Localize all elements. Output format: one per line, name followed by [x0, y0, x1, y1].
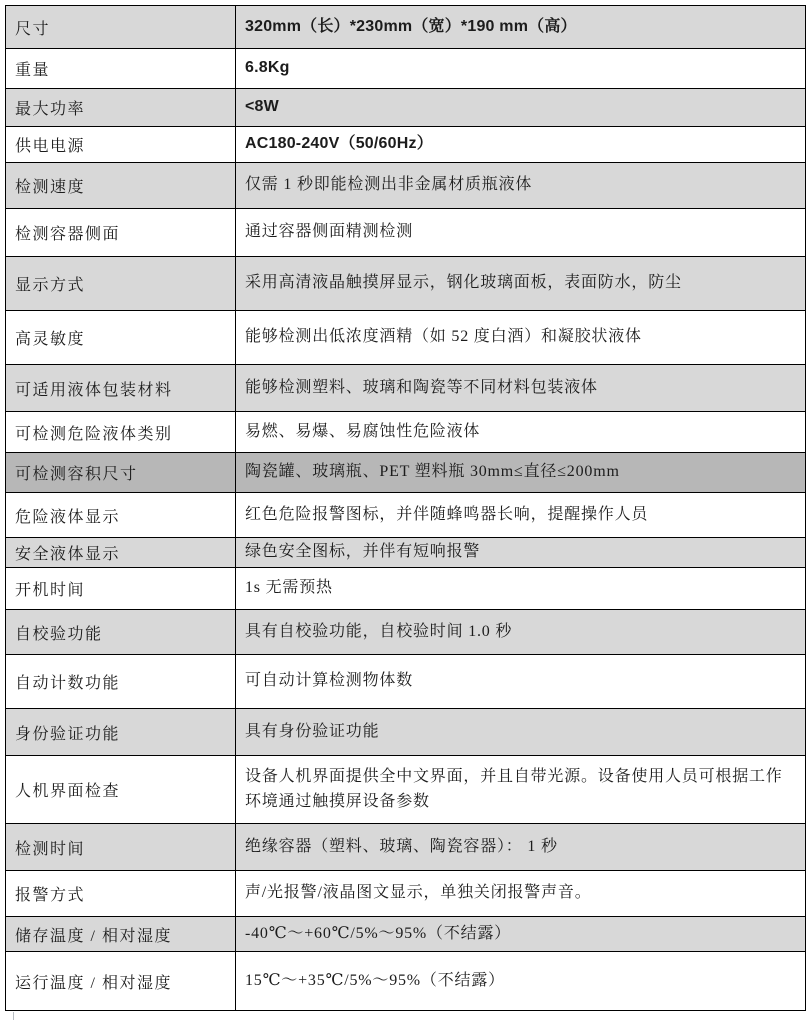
- row-value: 绿色安全图标，并伴有短响报警: [245, 543, 481, 561]
- row-label: 报警方式: [6, 871, 236, 916]
- table-row: [6, 952, 805, 1011]
- table-row: [6, 871, 805, 917]
- row-label: 检测容器侧面: [6, 209, 236, 256]
- table-row: [6, 89, 805, 127]
- row-label: 可检测危险液体类别: [6, 412, 236, 452]
- row-value: 可自动计算检测物体数: [245, 672, 414, 690]
- row-value: 具有身份验证功能: [245, 722, 380, 740]
- row-label: 危险液体显示: [6, 493, 236, 537]
- row-label: 显示方式: [6, 257, 236, 310]
- row-label: 重量: [6, 49, 236, 88]
- table-row: [6, 610, 805, 655]
- row-label: 供电电源: [6, 127, 236, 162]
- table-row: [6, 257, 805, 311]
- row-value: 绝缘容器（塑料、玻璃、陶瓷容器）： 1 秒: [245, 837, 558, 855]
- row-value: 声/光报警/液晶图文显示，单独关闭报警声音。: [245, 884, 592, 902]
- table-row: [6, 163, 805, 209]
- row-label: 安全液体显示: [6, 538, 236, 567]
- table-row: [6, 453, 805, 493]
- row-value: 具有自校验功能，自校验时间 1.0 秒: [245, 622, 513, 640]
- table-row: [6, 209, 805, 257]
- table-row: [6, 127, 805, 163]
- table-row: [6, 311, 805, 365]
- row-label: 储存温度 / 相对湿度: [6, 917, 236, 951]
- row-label: 运行温度 / 相对湿度: [6, 952, 236, 1010]
- row-value: 能够检测塑料、玻璃和陶瓷等不同材料包装液体: [245, 378, 598, 396]
- row-value: 设备人机界面提供全中文界面，并且自带光源。设备使用人员可根据工作环境通过触摸屏设备参数: [245, 767, 783, 810]
- row-value: 能够检测出低浓度酒精（如 52 度白酒）和凝胶状液体: [245, 328, 642, 346]
- row-label: 可适用液体包装材料: [6, 365, 236, 411]
- row-label: 最大功率: [6, 89, 236, 126]
- row-value: 15℃～+35℃/5%～95%（不结露）: [245, 971, 505, 989]
- spec-table: [5, 5, 806, 1011]
- table-row: [6, 538, 805, 568]
- row-label: 可检测容积尺寸: [6, 453, 236, 492]
- row-value: 6.8Kg: [245, 59, 290, 77]
- row-value: 仅需 1 秒即能检测出非金属材质瓶液体: [245, 176, 533, 194]
- table-row: [6, 756, 805, 824]
- table-row: [6, 412, 805, 453]
- table-row: [6, 49, 805, 89]
- table-row: [6, 655, 805, 709]
- table-row: [6, 709, 805, 756]
- row-value: 采用高清液晶触摸屏显示，钢化玻璃面板，表面防水，防尘: [245, 274, 682, 292]
- row-label: 自校验功能: [6, 610, 236, 654]
- row-value: AC180-240V（50/60Hz）: [245, 135, 433, 153]
- table-row: [6, 365, 805, 412]
- row-label: 人机界面检查: [6, 756, 236, 823]
- row-value: 320mm（长）*230mm（宽）*190 mm（高）: [245, 17, 577, 35]
- row-label: 自动计数功能: [6, 655, 236, 708]
- table-row: [6, 824, 805, 871]
- row-label: 身份验证功能: [6, 709, 236, 755]
- row-label: 高灵敏度: [6, 311, 236, 364]
- table-row: [6, 6, 805, 49]
- row-value: -40℃～+60℃/5%～95%（不结露）: [245, 924, 512, 942]
- row-value: <8W: [245, 98, 279, 116]
- row-label: 检测时间: [6, 824, 236, 870]
- row-label: 开机时间: [6, 568, 236, 609]
- row-label: 尺寸: [6, 6, 236, 48]
- row-value: 通过容器侧面精测检测: [245, 223, 414, 241]
- table-row: [6, 493, 805, 538]
- row-value: 易燃、易爆、易腐蚀性危险液体: [245, 422, 481, 440]
- row-label: 检测速度: [6, 163, 236, 208]
- row-value: 1s 无需预热: [245, 579, 333, 597]
- table-row: [6, 568, 805, 610]
- page-edge-artifact-line: [13, 1012, 14, 1020]
- row-value: 红色危险报警图标，并伴随蜂鸣器长响，提醒操作人员: [245, 505, 649, 523]
- table-row: [6, 917, 805, 952]
- row-value: 陶瓷罐、玻璃瓶、PET 塑料瓶 30mm≤直径≤200mm: [245, 463, 620, 481]
